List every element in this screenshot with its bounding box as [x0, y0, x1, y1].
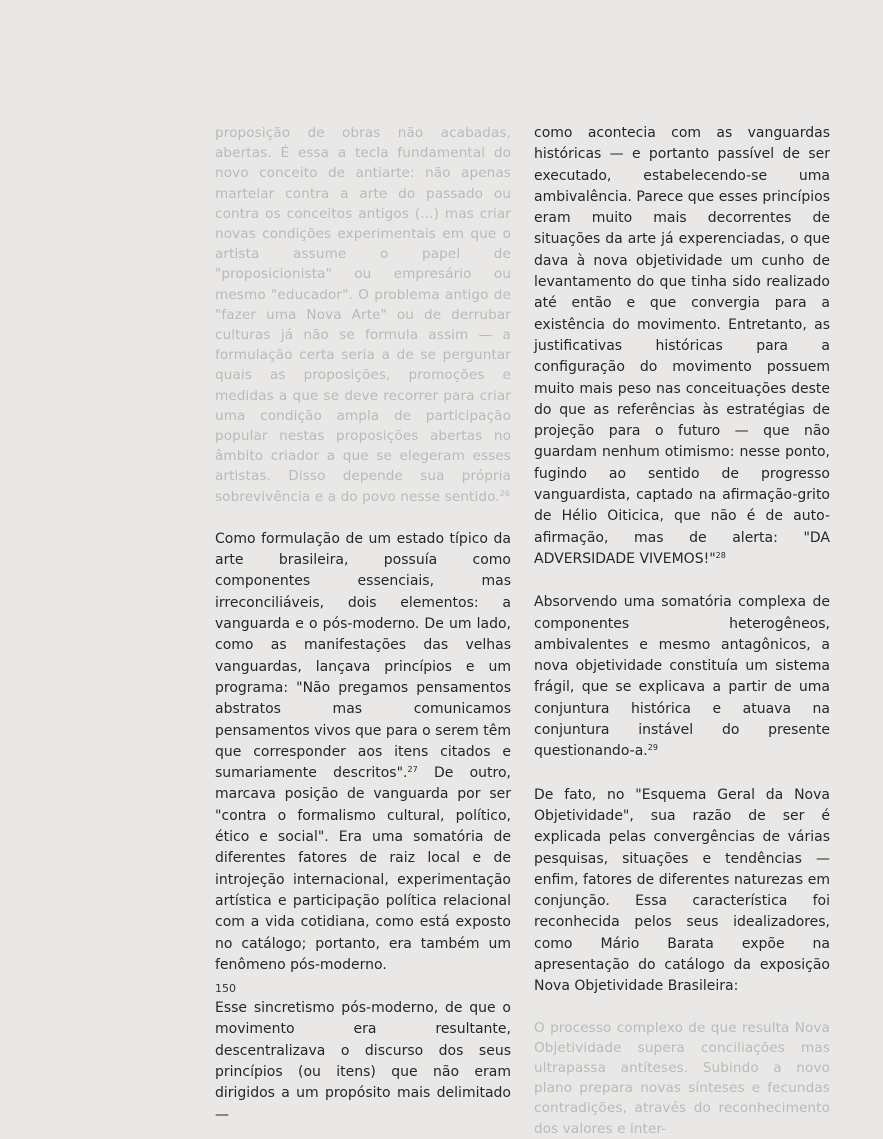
footnote-ref-26: 26 [499, 488, 511, 498]
footnote-ref-28: 28 [715, 550, 726, 560]
footnote-ref-29: 29 [647, 743, 658, 753]
quote-text: proposição de obras não acabadas, abertas. É essa a tecla fundamental do novo conceito de antiarte: não apenas martelar contra a arte do passado ou contra os conceitos antigos (...) mas criar novas condições experimentais em que o artista assume o papel de "proposicionista" ou empresário ou mesmo "educador". O problema antigo de "fazer uma Nova Arte" ou de derrubar culturas já não se formula assim — a formulação certa seria a de se perguntar quais as proposições, promoções e medidas a que se deve recorrer para criar uma condição ampla de participação popular nestas proposições abertas no âmbito criador a que se elegeram esses artistas. Disso depende sua própria sobrevivência e a do povo nesse sentido. [215, 125, 511, 505]
paragraph-text: Como formulação de um estado típico da arte brasileira, possuía como componentes essenciais, mas irreconciliáveis, dois elementos: a vanguarda e o pós-moderno. De um lado, como as manifestações das velhas vanguardas, lançava princípios e um programa: "Não pregamos pensamentos abstratos mas comunicamos pensamentos vivos que para o serem têm que corresponder aos itens citados e sumariamente descritos". [215, 530, 511, 782]
paragraph-text: como acontecia com as vanguardas históricas — e portanto passível de ser executado, estabelecendo-se uma ambivalência. Parece que esses princípios eram muito mais decorrentes de situações da arte já experenciadas, o que dava à nova objetividade um cunho de levantamento do que tinha sido realizado até então e que convergia para a existência do movimento. Entretanto, as justificativas históricas para a configuração do movimento possuem muito mais peso nas conceituações deste do que as referências às estratégias de projeção para o futuro — que não guardam nenhum otimismo: nesse ponto, fugindo ao sentido de progresso vanguardista, captado na afirmação-grito de Hélio Oiticica, que não é de auto-afirmação, mas de alerta: "DA ADVERSIDADE VIVEMOS!" [534, 125, 830, 567]
right-column [534, 123, 830, 1139]
paragraph-sincretismo: Esse sincretismo pós-moderno, de que o movimento era resultante, descentralizava o discurso dos seus princípios (ou itens) que não eram dirigidos a um propósito mais delimitado — [215, 1000, 511, 1123]
left-column [215, 123, 511, 1126]
paragraph-vanguarda [215, 529, 511, 976]
footnote-ref-27: 27 [407, 765, 418, 775]
paragraph-text: De outro, marcava posição de vanguarda por ser "contra o formalismo cultural, político, ético e social". Era uma somatória de diferentes fatores de raiz local e de introjeção internacional, experimentação artística e participação política relacional com a vida cotidiana, como está exposto no catálogo; portanto, era também um fenômeno pós-moderno. [215, 765, 511, 973]
page-number: 150 [215, 982, 236, 995]
paragraph-esquema-geral: De fato, no "Esquema Geral da Nova Objetividade", sua razão de ser é explicada pelas convergências de várias pesquisas, situações e tendências — enfim, fatores de diferentes naturezas em conjunção. Essa característica foi reconhecida pelos seus idealizadores, como Mário Barata expõe na apresentação do catálogo da exposição Nova Objetividade Brasileira: [534, 786, 830, 995]
paragraph-somatoria [534, 592, 830, 762]
block-quote-mario-barata: O processo complexo de que resulta Nova Objetividade supera conciliações mas ultrapassa antíteses. Subindo a novo plano prepara novas sínteses e fecundas contradições, através do reconhecimento dos valores e inter- [534, 1019, 830, 1137]
block-quote-hio [215, 123, 511, 507]
paragraph-text: Absorvendo uma somatória complexa de componentes heterogêneos, ambivalentes e mesmo antagônicos, a nova objetividade constituía um sistema frágil, que se explicava a partir de uma conjuntura histórica e atuava na conjuntura instável do presente questionando-a. [534, 594, 830, 760]
paragraph-vanguardas-historicas [534, 123, 830, 570]
